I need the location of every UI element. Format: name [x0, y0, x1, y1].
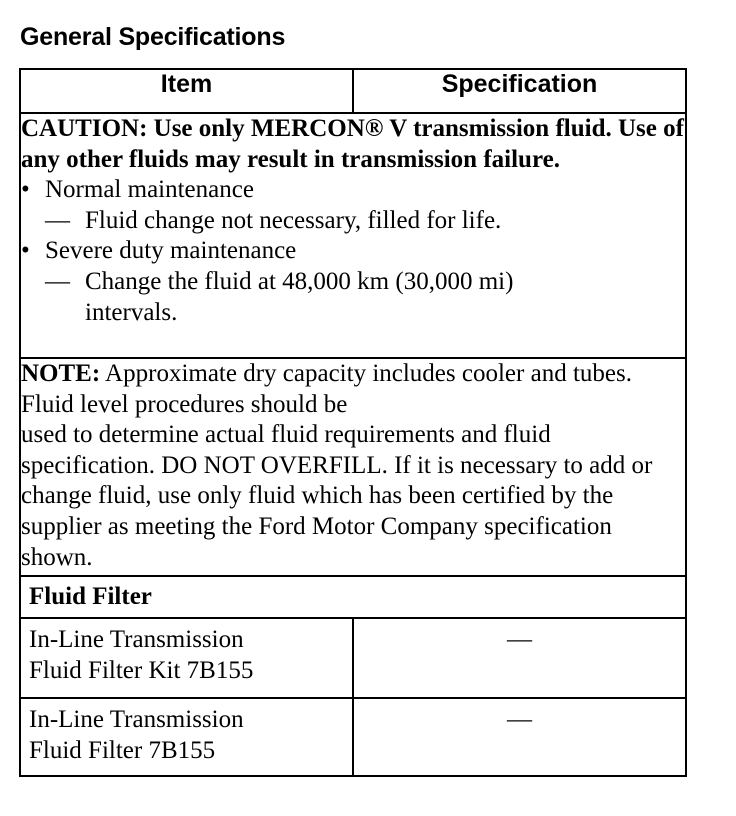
note-paragraph-1 [21, 359, 685, 420]
specification-cell: — [353, 698, 686, 776]
note-cell [20, 358, 686, 576]
bullet-label: Severe duty maintenance [45, 237, 297, 265]
sub-item-text: Fluid change not necessary, filled for life. [85, 206, 502, 234]
column-header-specification: Specification [353, 69, 686, 113]
item-line: In-Line Transmission [29, 706, 244, 733]
sub-item [21, 206, 685, 237]
item-line: Fluid Filter Kit 7B155 [29, 656, 254, 684]
item-cell [20, 618, 353, 698]
bullet-item [21, 175, 685, 206]
item-cell [20, 698, 353, 776]
dash-marker: — [45, 267, 70, 295]
table-row [20, 698, 686, 776]
note-label: NOTE: [21, 360, 101, 387]
note-row [20, 358, 686, 576]
caution-text: CAUTION: Use only MERCON® V transmission fluid. Use of any other fluids may result in transmission failure. [21, 115, 684, 173]
caution-cell [20, 113, 686, 358]
bullet-label: Normal maintenance [45, 176, 254, 204]
specification-cell: — [353, 618, 686, 698]
sub-item-text: Change the fluid at 48,000 km (30,000 mi) intervals. [85, 267, 514, 326]
dash-marker: — [45, 206, 70, 234]
note-text-2: used to determine actual fluid requirements and fluid specification. DO NOT OVERFILL. If it is necessary to add or change fluid, use only fluid which has been certified by the supplier as meeting the Ford Motor Company specification shown. [21, 421, 653, 571]
section-heading-row [20, 576, 686, 618]
column-header-item: Item [20, 69, 353, 113]
sub-item [21, 267, 685, 328]
page-title: General Specifications [20, 23, 286, 51]
bullet-marker: • [21, 176, 30, 204]
specifications-table [19, 68, 687, 777]
bullet-item [21, 236, 685, 267]
note-text-1: Approximate dry capacity includes cooler and tubes. Fluid level procedures should be [21, 360, 632, 418]
section-heading: Fluid Filter [20, 576, 686, 618]
caution-row [20, 113, 686, 358]
table-row [20, 618, 686, 698]
table-header-row [20, 69, 686, 113]
bullet-marker: • [21, 237, 30, 265]
item-line: In-Line Transmission [29, 626, 244, 653]
item-line: Fluid Filter 7B155 [29, 736, 216, 764]
